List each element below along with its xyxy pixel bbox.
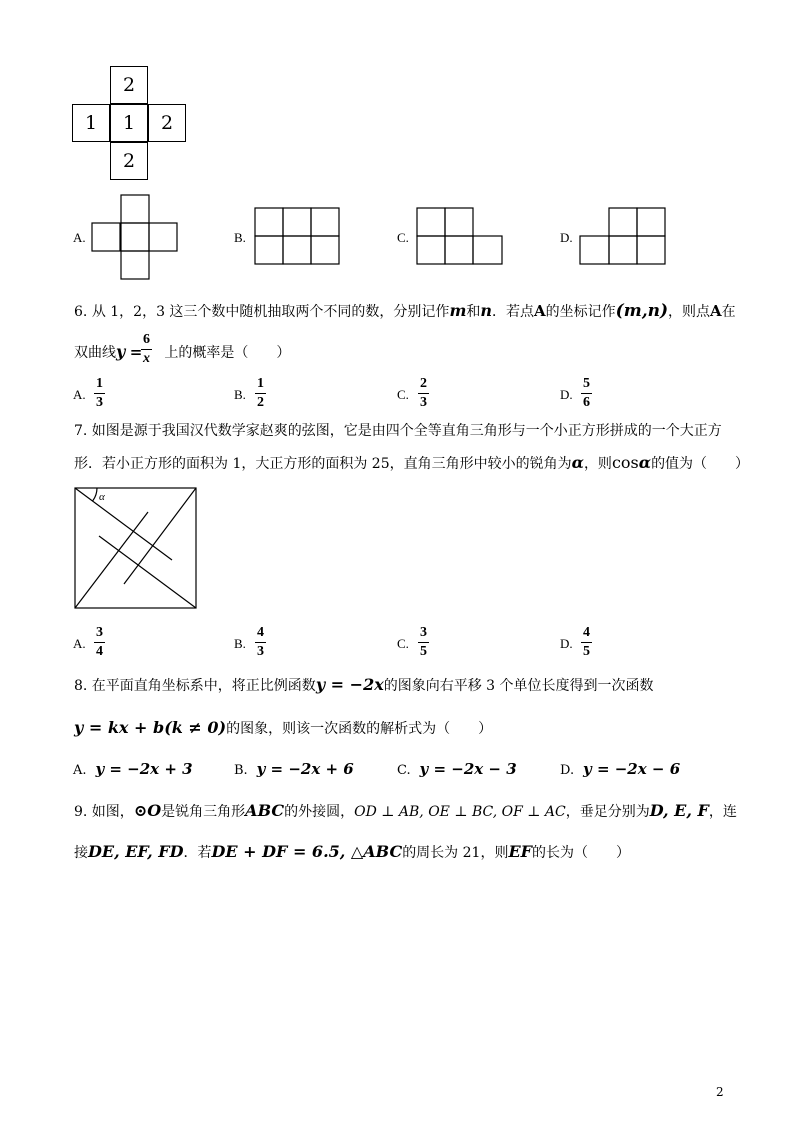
numerator: 4: [583, 625, 590, 640]
q6-text-d: ，则点: [668, 304, 711, 320]
q6-text-e: 在: [721, 304, 736, 320]
fraction-bar: [255, 393, 266, 394]
q7-option-a-label: A.: [73, 636, 86, 651]
q5-option-a-label: A.: [73, 230, 86, 245]
q9-text-d: ，垂足分别为: [565, 804, 650, 820]
q6-var-m: m: [449, 301, 467, 320]
denominator: 6: [583, 395, 590, 410]
q6-option-b-fraction: [255, 376, 266, 411]
q8-line-2: [74, 719, 492, 738]
denominator: 4: [96, 644, 103, 659]
q9-segments: DE, EF, FD: [88, 842, 184, 861]
net-cell-bottom: 2: [110, 142, 148, 180]
net-cell-left: 1: [72, 104, 110, 142]
fraction-bar: [581, 642, 592, 643]
net-cell-center: 1: [110, 104, 148, 142]
q7-option-b-fraction: [255, 625, 266, 660]
numerator: 1: [96, 376, 103, 391]
q9-text-c: 的外接圆，: [284, 804, 355, 820]
q6-number: 6.: [74, 304, 88, 320]
q6-option-a-fraction: [94, 376, 105, 411]
q9-text-i: 的长为（ ）: [532, 845, 631, 861]
numerator: 3: [96, 625, 103, 640]
q7-alpha: α: [571, 453, 584, 472]
q6-point-a: A: [534, 302, 546, 320]
q8-option-c-expr: y = −2x − 3: [419, 760, 517, 778]
q9-ef: EF: [508, 842, 533, 861]
q9-text-b: 是锐角三角形: [161, 804, 246, 820]
q8-option-b-label: B.: [234, 763, 248, 778]
q8-linear-function: y = kx + b(k ≠ 0): [74, 718, 227, 737]
q5-option-a-figure: [92, 195, 182, 281]
q6-text-line2a: 双曲线: [74, 345, 116, 361]
q6-option-c-label: C.: [397, 387, 409, 402]
q5-option-b-figure: [255, 208, 341, 266]
denominator: 3: [420, 395, 427, 410]
q8-text-a: 8. 在平面直角坐标系中，将正比例函数: [74, 678, 316, 694]
q6-option-b-label: B.: [234, 387, 246, 402]
fraction-bar: [581, 393, 592, 394]
q6-option-a-label: A.: [73, 387, 86, 402]
q8-option-c-label: C.: [397, 763, 411, 778]
q7-text-c: 的值为（ ）: [651, 456, 750, 472]
q8-option-d: [560, 760, 680, 780]
q7-text-a: 形．若小正方形的面积为 1，大正方形的面积为 25，直角三角形中较小的锐角为: [74, 456, 572, 472]
q7-option-c-label: C.: [397, 636, 409, 651]
q9-text-h: 的周长为 21，则: [402, 845, 509, 861]
denominator: 2: [257, 395, 264, 410]
q5-option-c-figure: [417, 208, 505, 266]
q8-function: y = −2x: [315, 675, 384, 694]
q8-option-d-label: D.: [560, 763, 575, 778]
q8-text-c: 的图象，则该一次函数的解析式为（ ）: [226, 721, 493, 737]
q7-text-b: ，则: [583, 456, 612, 472]
q7-alpha-2: α: [638, 453, 652, 472]
q7-option-a-fraction: [94, 625, 105, 660]
q9-text-f: 接: [74, 845, 88, 861]
q6-text-a: 从 1，2，3 这三个数中随机抽取两个不同的数，分别记作: [91, 304, 450, 320]
q7-option-b-label: B.: [234, 636, 246, 651]
q6-curve-eq: =: [129, 343, 143, 361]
q7-line-1: 7. 如图是源于我国汉代数学家赵爽的弦图，它是由四个全等直角三角形与一个小正方形拼成的一个大正方: [74, 423, 722, 439]
q9-text-e: ，连: [708, 804, 737, 820]
q8-option-d-expr: y = −2x − 6: [583, 760, 681, 778]
q5-option-c-label: C.: [397, 230, 409, 245]
numerator: 3: [420, 625, 427, 640]
q5-option-d-label: D.: [560, 230, 573, 245]
q7-line-2: [74, 454, 749, 473]
numerator: 1: [257, 376, 264, 391]
q6-var-n: n: [480, 301, 493, 320]
q6-option-d-fraction: [581, 376, 592, 411]
q6-curve-fraction: [141, 332, 152, 367]
diagram-alpha-label: α: [99, 491, 105, 503]
q8-text-b: 的图象向右平移 3 个单位长度得到一次函数: [383, 678, 654, 694]
q6-curve-y: y: [116, 342, 126, 361]
q8-option-a-label: A.: [73, 763, 87, 778]
q6-coordinate: (m,n): [615, 301, 669, 321]
q6-text-b: ．若点: [492, 304, 535, 320]
page-number: 2: [716, 1085, 724, 1099]
q6-text-line2b: 上的概率是（ ）: [164, 345, 291, 361]
fraction-bar: [94, 642, 105, 643]
q8-option-b-expr: y = −2x + 6: [256, 760, 354, 778]
q8-option-a-expr: y = −2x + 3: [95, 760, 193, 778]
q8-option-a: [73, 760, 193, 780]
q5-option-d-figure: [580, 208, 668, 266]
q7-option-c-fraction: [418, 625, 429, 660]
q9-sum: DE + DF = 6.5, △ABC: [211, 842, 403, 861]
fraction-bar: [141, 349, 152, 350]
q9-line-1: [74, 802, 737, 821]
q7-cos: cos: [611, 453, 639, 472]
denominator: 3: [257, 644, 264, 659]
net-cell-top: 2: [110, 66, 148, 104]
q8-option-b: [234, 760, 354, 780]
fraction-bar: [94, 393, 105, 394]
q6-option-c-fraction: [418, 376, 429, 411]
q9-feet: D, E, F: [649, 801, 709, 820]
q9-text-a: 9. 如图，: [74, 804, 134, 820]
fraction-bar: [418, 642, 429, 643]
q9-circle: ⊙O: [133, 801, 162, 820]
q8-option-c: [397, 760, 517, 780]
q6-option-d-label: D.: [560, 387, 573, 402]
q6-point-a-2: A: [710, 302, 722, 320]
zhao-shuang-chord-diagram: [75, 488, 197, 608]
q9-line-2: [74, 843, 630, 862]
denominator: 3: [96, 395, 103, 410]
net-cell-right: 2: [148, 104, 186, 142]
q9-text-g: ．若: [183, 845, 212, 861]
q6-text-c: 的坐标记作: [545, 304, 616, 320]
q9-perpendiculars: OD ⊥ AB, OE ⊥ BC, OF ⊥ AC: [354, 804, 566, 820]
q6-line-2: [74, 343, 290, 362]
q6-curve-denominator: x: [143, 351, 150, 366]
denominator: 5: [420, 644, 427, 659]
numerator: 5: [583, 376, 590, 391]
q7-option-d-label: D.: [560, 636, 573, 651]
q6-line-1: [74, 302, 736, 321]
q5-option-b-label: B.: [234, 230, 246, 245]
q7-option-d-fraction: [581, 625, 592, 660]
denominator: 5: [583, 644, 590, 659]
q6-text-he: 和: [466, 304, 481, 320]
q8-line-1: [74, 676, 654, 695]
q9-triangle: ABC: [245, 801, 285, 820]
numerator: 4: [257, 625, 264, 640]
fraction-bar: [418, 393, 429, 394]
q6-curve-numerator: 6: [143, 332, 150, 347]
numerator: 2: [420, 376, 427, 391]
fraction-bar: [255, 642, 266, 643]
